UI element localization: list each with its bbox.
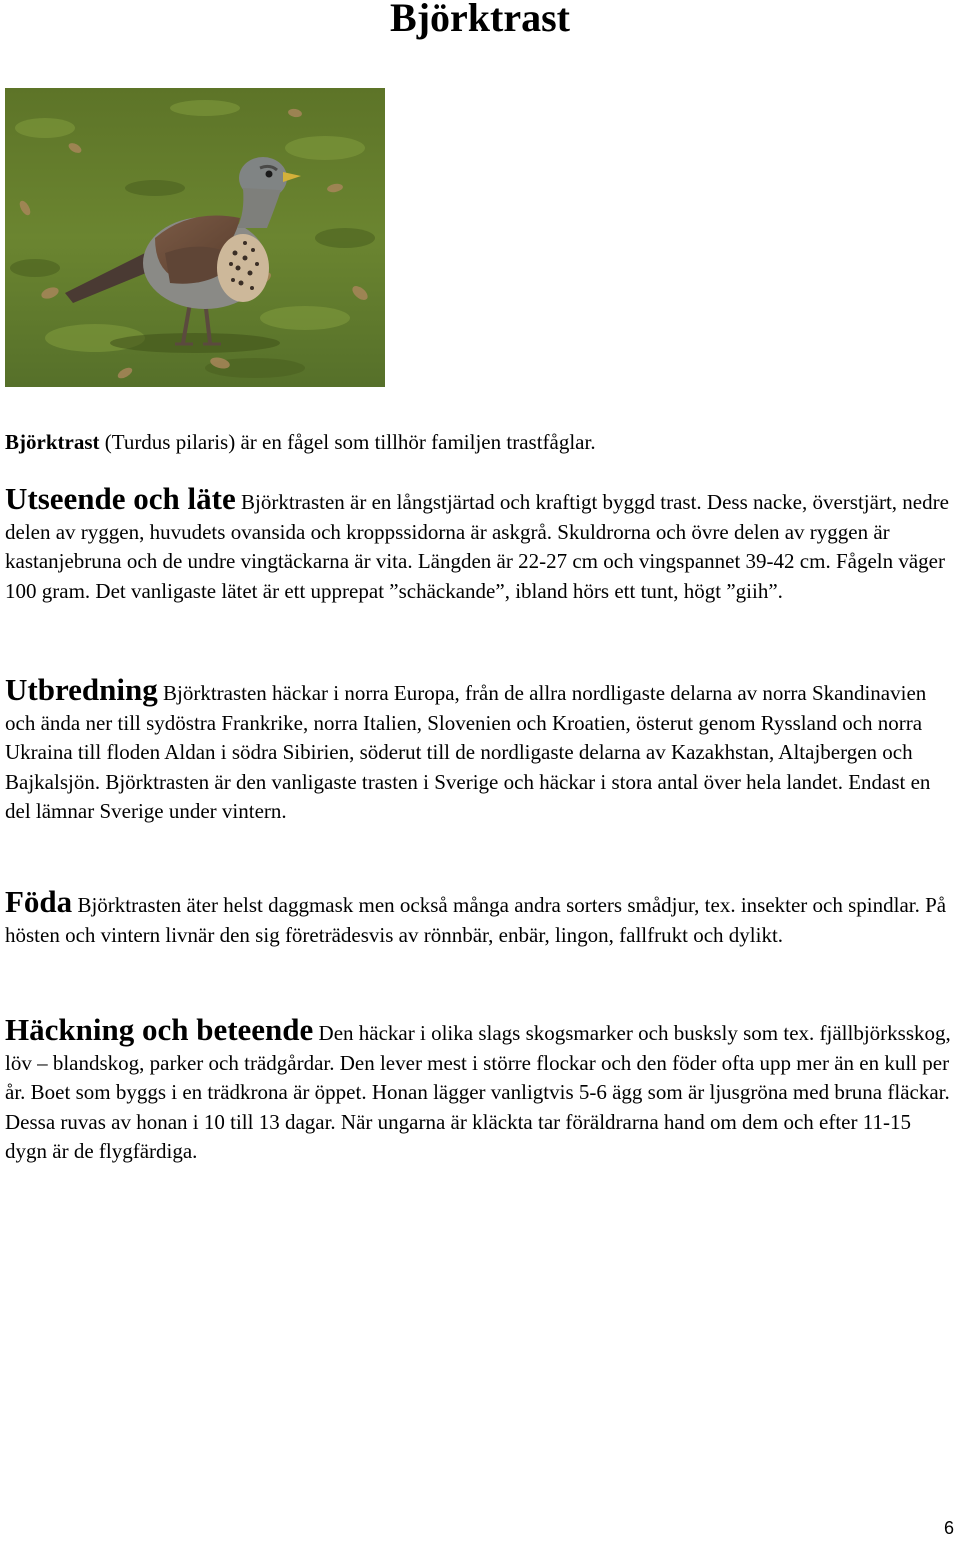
section-appearance xyxy=(5,481,955,606)
section-heading: Utseende och läte xyxy=(5,481,236,516)
section-breeding xyxy=(5,1012,955,1167)
intro-text: (Turdus pilaris) är en fågel som tillhör familjen trastfåglar. xyxy=(99,430,596,454)
intro-paragraph xyxy=(5,428,955,458)
section-text: Björktrasten häckar i norra Europa, från de allra nordligaste delarna av norra Skandinavien och ända ner till sydöstra Frankrike, norra Italien, Slovenien och Kroatien, österut genom Ryssland och norra Ukraina till floden Aldan i södra Sibirien, söderut till de nordligaste delarna av Kazakhstan, Altajbergen och Bajkalsjön. Björktrasten är den vanligaste trasten i Sverige och häckar i stora antal över hela landet. Endast en del lämnar Sverige under vintern. xyxy=(5,681,931,823)
section-heading: Föda xyxy=(5,884,73,919)
section-heading: Utbredning xyxy=(5,672,158,707)
section-heading: Häckning och beteende xyxy=(5,1012,314,1047)
section-text: Den häckar i olika slags skogsmarker och busksly som tex. fjällbjörksskog, löv – blandskog, parker och trädgårdar. Den lever mest i större flockar och den föder ofta upp mer än en kull per år. Boet som byggs i en trädkrona är öppet. Honan lägger vanligtvis 5-6 ägg som är ljusgröna med bruna fläckar. Dessa ruvas av honan i 10 till 13 dagar. När ungarna är kläckta tar föräldrarna hand om dem och efter 11-15 dygn är de flygfärdiga. xyxy=(5,1021,951,1163)
page-number: 6 xyxy=(943,1518,954,1538)
intro-name: Björktrast xyxy=(5,430,100,454)
section-text: Björktrasten är en långstjärtad och kraftigt byggd trast. Dess nacke, överstjärt, nedre delen av ryggen, huvudets ovansida och kroppssidorna är askgrå. Skuldrorna och övre delen av ryggen är kastanjebruna och de undre vingtäckarna är vita. Längden är 22-27 cm och vingspannet 39-42 cm. Fågeln väger 100 gram. Det vanligaste lätet är ett upprepat ”schäckande”, ibland hörs ett tunt, högt ”giih”. xyxy=(5,490,949,603)
section-distribution xyxy=(5,672,955,827)
section-text: Björktrasten äter helst daggmask men också många andra sorters smådjur, tex. insekter och spindlar. På hösten och vintern livnär den sig företrädesvis av rönnbär, enbär, lingon, fallfrukt och dylikt. xyxy=(5,893,947,947)
fieldfare-photo xyxy=(5,88,385,387)
section-food xyxy=(5,884,955,950)
page-title: Björktrast xyxy=(390,0,570,40)
